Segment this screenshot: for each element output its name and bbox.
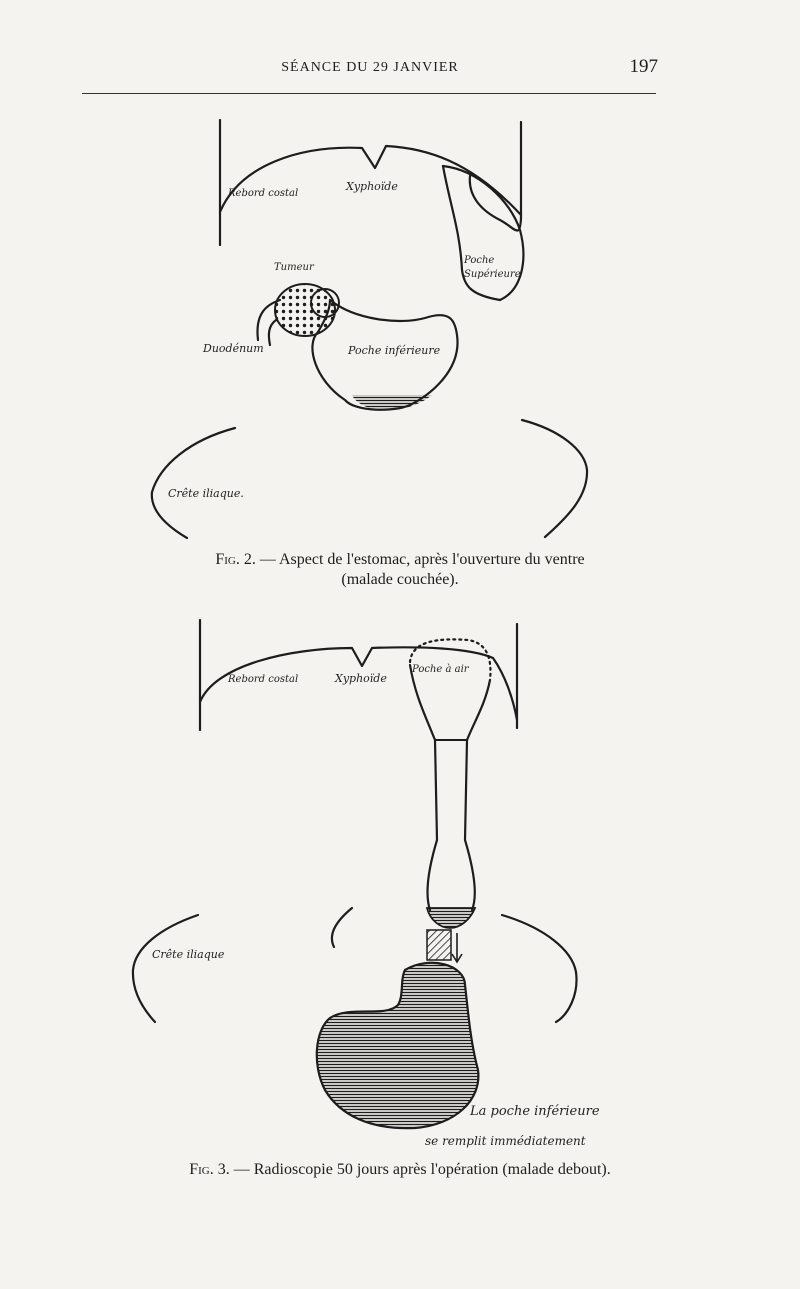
figure-3-caption (0, 1160, 800, 1180)
bulb-fluid (427, 908, 475, 928)
figure-2-label: Fig. 2. (215, 551, 256, 568)
label-duodenum: Duodénum (203, 342, 264, 355)
label-crete-iliaque: Crête iliaque. (168, 487, 244, 500)
lower-pouch (317, 963, 479, 1128)
label-xyphoide-3: Xyphoïde (335, 672, 387, 685)
left-iliac-crest (152, 428, 235, 538)
running-title: SÉANCE DU 29 JANVIER (281, 60, 459, 75)
figure-2-caption (0, 550, 800, 590)
tumour-mass (275, 284, 335, 336)
left-inner-arc (332, 908, 352, 947)
page-number: 197 (629, 56, 658, 77)
figure-2-drawing (0, 0, 800, 550)
label-rebord-costal-3: Rebord costal (228, 674, 299, 685)
tube (428, 740, 475, 910)
right-iliac-crest (522, 420, 587, 537)
figure-2-caption-line1: — Aspect de l'estomac, après l'ouverture du ventre (259, 551, 585, 568)
figure-3-label: Fig. 3. (189, 1161, 230, 1178)
note-line-2: se remplit immédiatement (425, 1134, 586, 1148)
label-tumeur: Tumeur (274, 262, 314, 273)
figure-2-caption-line2: (malade couchée). (341, 571, 459, 588)
note-line-1: La poche inférieure (470, 1104, 600, 1119)
label-xyphoide: Xyphoïde (346, 180, 398, 193)
label-poche-sup-2: Supérieure (464, 269, 521, 280)
label-rebord-costal: Rebord costal (228, 188, 299, 199)
left-iliac-crest-3 (133, 915, 198, 1022)
label-crete-iliaque-3: Crête iliaque (152, 948, 225, 961)
label-poche-a-air: Poche à air (412, 664, 469, 675)
label-poche-sup-1: Poche (464, 255, 495, 266)
label-poche-inferieure: Poche inférieure (348, 344, 441, 357)
right-iliac-crest-3 (502, 915, 576, 1022)
upper-funnel (410, 665, 490, 740)
upper-pouch-inner (470, 176, 521, 231)
figure-3-drawing (0, 610, 800, 1150)
figure-3-caption-text: — Radioscopie 50 jours après l'opération (malade debout). (233, 1161, 611, 1178)
stenosis (427, 930, 451, 960)
